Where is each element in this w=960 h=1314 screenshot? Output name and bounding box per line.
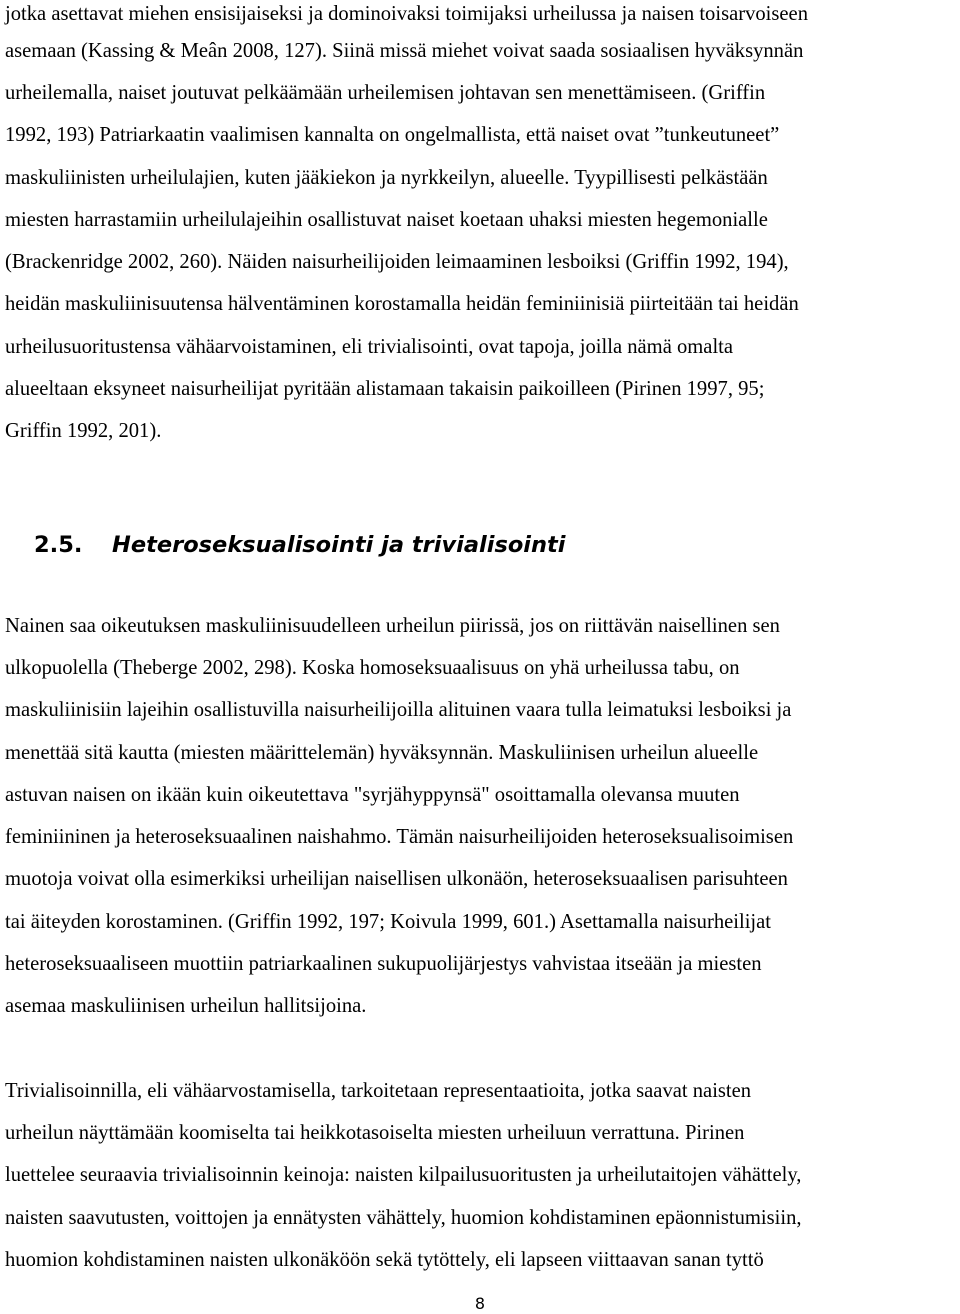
paragraph-2-line: feminiininen ja heteroseksuaalinen naishahmo. Tämän naisurheilijoiden heteroseksualisoimisen — [5, 826, 794, 848]
paragraph-1-line: alueeltaan eksyneet naisurheilijat pyritään alistamaan takaisin paikoilleen (Pirinen 1997, 95; — [5, 378, 765, 400]
paragraph-1-line: jotka asettavat miehen ensisijaiseksi ja dominoivaksi toimijaksi urheilussa ja naisen toisarvoiseen — [5, 3, 808, 25]
paragraph-2-line: astuvan naisen on ikään kuin oikeutettava "syrjähyppynsä" osoittamalla olevansa muuten — [5, 784, 740, 806]
paragraph-3-line: luettelee seuraavia trivialisoinnin keinoja: naisten kilpailusuoritusten ja urheilutaitojen vähättely, — [5, 1164, 802, 1186]
paragraph-1-line: urheilusuoritustensa vähäarvoistaminen, eli trivialisointi, ovat tapoja, joilla nämä omalta — [5, 336, 734, 358]
paragraph-1-line: heidän maskuliinisuutensa hälventäminen korostamalla heidän feminiinisiä piirteitään tai heidän — [5, 293, 799, 315]
paragraph-3-line: urheilun näyttämään koomiselta tai heikkotasoiselta miesten urheiluun verrattuna. Pirinen — [5, 1122, 745, 1144]
paragraph-1-line: (Brackenridge 2002, 260). Näiden naisurheilijoiden leimaaminen lesboiksi (Griffin 1992, 194), — [5, 251, 789, 273]
paragraph-1-line: asemaan (Kassing & Meân 2008, 127). Siinä missä miehet voivat saada sosiaalisen hyväksynnän — [5, 40, 804, 62]
paragraph-1-line: miesten harrastamiin urheilulajeihin osallistuvat naiset koetaan uhaksi miesten hegemonialle — [5, 209, 768, 231]
paragraph-1-line: urheilemalla, naiset joutuvat pelkäämään urheilemisen johtavan sen menettämiseen. (Griffin — [5, 82, 766, 104]
paragraph-1-line: Griffin 1992, 201). — [5, 420, 162, 442]
paragraph-3-line: naisten saavutusten, voittojen ja ennätysten vähättely, huomion kohdistaminen epäonnistumisiin, — [5, 1207, 802, 1229]
paragraph-2-line: tai äiteyden korostaminen. (Griffin 1992, 197; Koivula 1999, 601.) Asettamalla naisurheilijat — [5, 911, 772, 933]
paragraph-2-line: asemaa maskuliinisen urheilun hallitsijoina. — [5, 995, 367, 1017]
section-number: 2.5. — [34, 532, 83, 558]
paragraph-2-line: heteroseksuaaliseen muottiin patriarkaalinen sukupuolijärjestys vahvistaa itseään ja miesten — [5, 953, 762, 975]
paragraph-3-line: huomion kohdistaminen naisten ulkonäköön sekä tytöttely, eli lapseen viittaavan sanan tyttö — [5, 1249, 764, 1271]
paragraph-1-line: 1992, 193) Patriarkaatin vaalimisen kannalta on ongelmallista, että naiset ovat ”tunkeutuneet” — [5, 124, 780, 146]
paragraph-2-line: Nainen saa oikeutuksen maskuliinisuudelleen urheilun piirissä, jos on riittävän naisellinen sen — [5, 615, 780, 637]
paragraph-2-line: ulkopuolella (Theberge 2002, 298). Koska homoseksuaalisuus on yhä urheilussa tabu, on — [5, 657, 740, 679]
paragraph-2-line: muotoja voivat olla esimerkiksi urheilijan naisellisen ulkonäön, heteroseksuaalisen parisuhteen — [5, 868, 788, 890]
section-heading — [34, 530, 566, 560]
page-number: 8 — [474, 1294, 486, 1313]
paragraph-2-line: maskuliinisiin lajeihin osallistuvilla naisurheilijoilla alituinen vaara tulla leimatuksi lesboiksi ja — [5, 699, 792, 721]
paragraph-2-line: menettää sitä kautta (miesten määrittelemän) hyväksynnän. Maskuliinisen urheilun alueelle — [5, 742, 759, 764]
paragraph-1-line: maskuliinisten urheilulajien, kuten jääkiekon ja nyrkkeilyn, alueelle. Tyypillisesti pelkästään — [5, 167, 768, 189]
paragraph-3-line: Trivialisoinnilla, eli vähäarvostamisella, tarkoitetaan representaatioita, jotka saavat naisten — [5, 1080, 752, 1102]
section-title: Heteroseksualisointi ja trivialisointi — [112, 532, 566, 558]
